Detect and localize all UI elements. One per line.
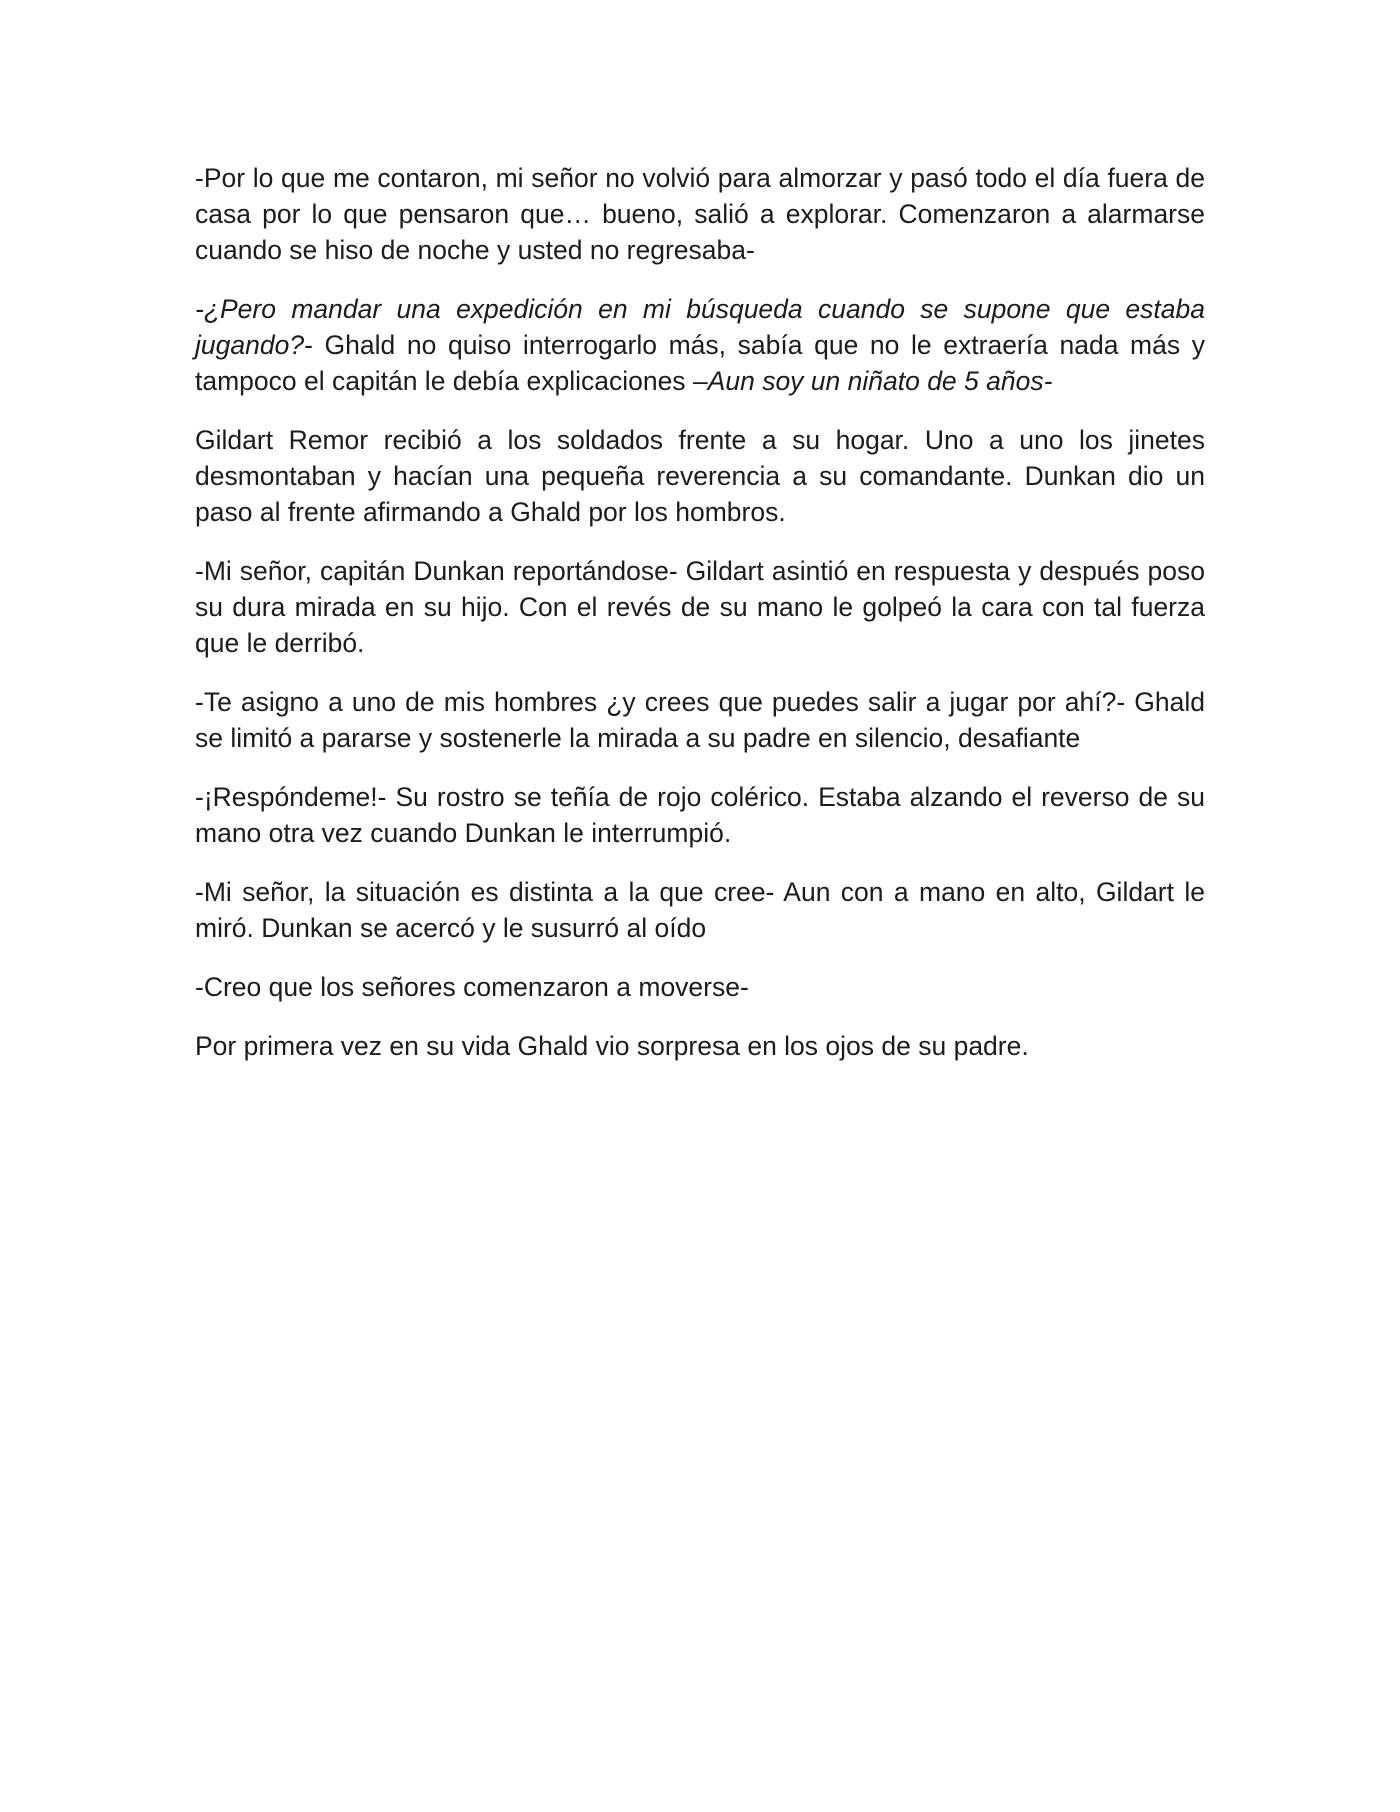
text-run: -¡Respóndeme!- Su rostro se teñía de rojo colérico. Estaba alzando el reverso de su mano otra vez cuando Dunkan le interrumpió.	[195, 782, 1205, 848]
paragraph	[195, 553, 1205, 661]
text-run: Gildart Remor recibió a los soldados frente a su hogar. Uno a uno los jinetes desmontaban y hacían una pequeña reverencia a su comandante. Dunkan dio un paso al frente afirmando a Ghald por los hombros.	[195, 425, 1205, 527]
paragraph	[195, 779, 1205, 851]
paragraph	[195, 1028, 1205, 1064]
paragraph	[195, 422, 1205, 530]
text-run: -Te asigno a uno de mis hombres ¿y crees que puedes salir a jugar por ahí?- Ghald se limitó a pararse y sostenerle la mirada a su padre en silencio, desafiante	[195, 687, 1205, 753]
paragraph	[195, 684, 1205, 756]
text-run-italic: -¿Pero mandar una expedición en mi búsqueda cuando se supone que estaba jugando?	[195, 294, 1205, 360]
text-run: Por primera vez en su vida Ghald vio sorpresa en los ojos de su padre.	[195, 1031, 1029, 1061]
text-run: -Mi señor, capitán Dunkan reportándose- Gildart asintió en respuesta y después poso su dura mirada en su hijo. Con el revés de su mano le golpeó la cara con tal fuerza que le derribó.	[195, 556, 1205, 658]
text-run: -Mi señor, la situación es distinta a la que cree- Aun con a mano en alto, Gildart le miró. Dunkan se acercó y le susurró al oído	[195, 877, 1205, 943]
text-run: -Creo que los señores comenzaron a moverse-	[195, 972, 749, 1002]
text-run: -Por lo que me contaron, mi señor no volvió para almorzar y pasó todo el día fuera de casa por lo que pensaron que… bueno, salió a explorar. Comenzaron a alarmarse cuando se hiso de noche y usted no regresaba-	[195, 163, 1205, 265]
text-run-italic: –Aun soy un niñato de 5 años-	[692, 366, 1053, 396]
paragraph	[195, 160, 1205, 268]
paragraph	[195, 291, 1205, 399]
body-text	[195, 160, 1205, 1087]
paragraph	[195, 874, 1205, 946]
paragraph	[195, 969, 1205, 1005]
text-run: - Ghald no quiso interrogarlo más, sabía que no le extraería nada más y tampoco el capitán le debía explicaciones	[195, 330, 1205, 396]
